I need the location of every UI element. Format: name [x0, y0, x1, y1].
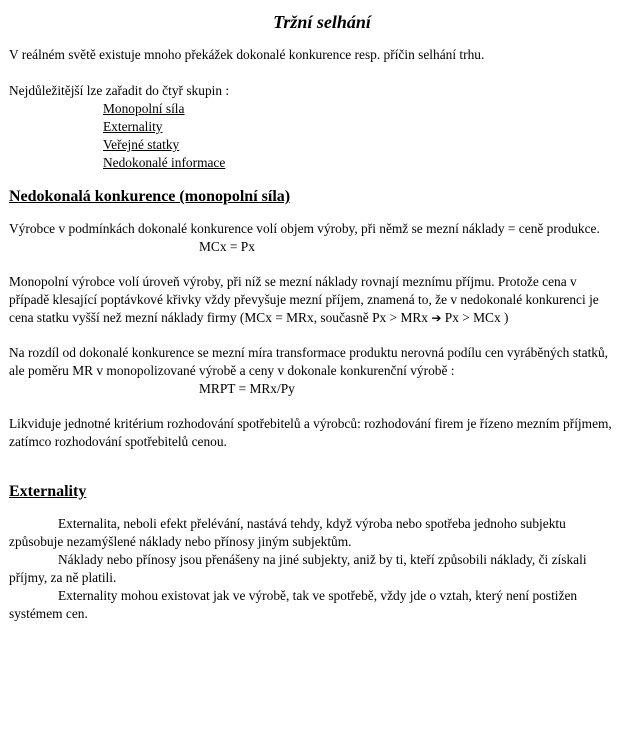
group-item-externalities: Externality: [103, 119, 163, 134]
document-page: [9, 10, 617, 623]
section-heading-imperfect-competition: Nedokonalá konkurence (monopolní síla): [9, 188, 291, 205]
groups-lead: Nejdůležitější lze zařadit do čtyř skupin :: [9, 83, 230, 98]
spacer: [9, 327, 617, 344]
spacer: [9, 451, 617, 481]
section2-paragraph-2: Náklady nebo přínosy jsou přenášeny na jiné subjekty, aniž by ti, kteří způsobili náklady, či získali příjmy, za ně platili.: [9, 552, 587, 585]
intro-paragraph: V reálném světě existuje mnoho překážek dokonalé konkurence resp. příčin selhání trhu.: [9, 47, 485, 62]
section2-paragraph-1: Externalita, neboli efekt přelévání, nastává tehdy, když výroba nebo spotřeba jednoho subjektu způsobuje nezamýšlené náklady nebo přínosy jiným subjektům.: [9, 516, 566, 549]
group-item-imperfect-information: Nedokonalé informace: [103, 155, 226, 170]
spacer: [9, 172, 617, 186]
spacer: [9, 208, 617, 220]
arrow-right-icon: ➔: [431, 311, 442, 325]
section-heading-externalities: Externality: [9, 483, 87, 500]
page-title: Tržní selhání: [273, 12, 371, 32]
group-item-public-goods: Veřejné statky: [103, 137, 180, 152]
formula-mc-equals-p: MCx = Px: [199, 239, 255, 254]
formula-mrpt: MRPT = MRx/Py: [199, 381, 295, 396]
section1-paragraph-1: Výrobce v podmínkách dokonalé konkurence volí objem výroby, při němž se mezní náklady = ceně produkce.: [9, 221, 600, 236]
groups-list: [9, 100, 617, 172]
section1-paragraph-2: [9, 273, 617, 327]
spacer: [9, 64, 617, 82]
section2-paragraph-3: Externality mohou existovat jak ve výrobě, tak ve spotřebě, vždy jde o vztah, který není postižen systémem cen.: [9, 588, 578, 621]
section1-paragraph-2-text: Monopolní výrobce volí úroveň výroby, při níž se mezní náklady rovnají meznímu příjmu. Protože cena v případě klesající poptávkové křivky vždy převyšuje mezní příjem, znamená to, že v nedokonalé konkurenci je cena statku vyšší než mezní náklady firmy (MCx = MRx, současně Px > MRx: [9, 274, 599, 325]
section1-paragraph-3: Na rozdíl od dokonalé konkurence se mezní míra transformace produktu nerovná podílu cen vyráběných statků, ale poměru MR v monopolizované výrobě a ceny v dokonale konkurenční výrobě :: [9, 345, 609, 378]
spacer: [9, 398, 617, 415]
section1-paragraph-2-end: Px > MCx ): [441, 310, 509, 325]
section1-paragraph-4: Likviduje jednotné kritérium rozhodování spotřebitelů a výrobců: rozhodování firem je řízeno mezním příjmem, zatímco rozhodování spotřebitelů cenou.: [9, 416, 612, 449]
spacer: [9, 256, 617, 273]
group-item-monopoly: Monopolní síla: [103, 101, 185, 116]
spacer: [9, 503, 617, 515]
